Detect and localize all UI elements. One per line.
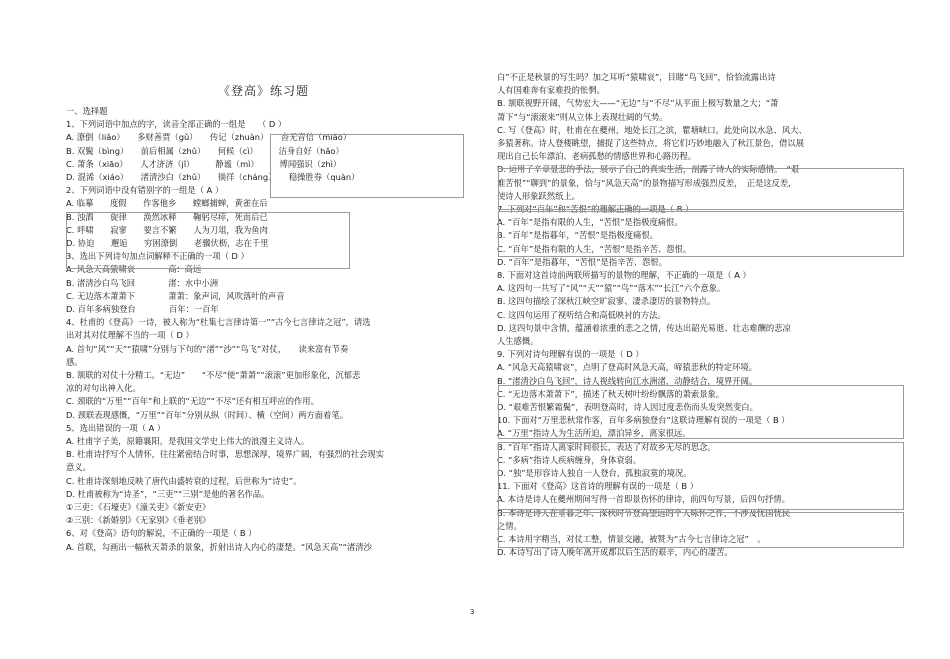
highlight-box: [270, 134, 464, 198]
text-line: A. “百年”是指有限的人生，“苦恨”是指极度痛恨。: [497, 217, 683, 228]
text-line: 人有国难奔有家难投的怅惘。: [497, 85, 605, 96]
text-line: D. 协迫 邂逅 穷困潦倒 老骥伏枥，志在千里: [66, 238, 269, 248]
text-line: B. 浊酒 旋律 涣然冰释 鞠躬尽瘁，死而后已: [66, 211, 268, 222]
text-line: D. 这四句景中含情，蕴涵着浓重的悲之之情，传达出韶光易逝、壮志难酬的悲凉: [497, 322, 791, 333]
text-line: B. “百年”是指暮年，“苦恨”是指极度痛恨。: [497, 230, 658, 241]
page-title: 《登高》练习题: [218, 84, 310, 98]
text-line: 难苦恨”“聊到”的景象，恰与“风急天高”的景物描写形成强烈反差， 正是这反差，: [497, 177, 797, 188]
text-line: 感。: [66, 356, 83, 367]
text-line: 白”不正是秋景的写生吗？加之耳听“猿啸哀”，目睹“鸟飞回”，恰恰流露出诗: [497, 72, 776, 82]
text-line: C. 呼啸 寂寥 要言不繁 人为刀俎，我为鱼肉: [66, 224, 268, 235]
text-line: 3、选出下列诗句加点词解释不正确的一项（ D ）: [66, 251, 249, 262]
highlight-box: [498, 211, 904, 257]
text-line: B. 本诗是诗人在垂暮之年、深秋时节登高望远的个人咏怀之作，不涉及忧国忧民: [497, 507, 791, 518]
text-line: D. “独”是形容诗人独自一人登台，孤独寂寞的境况。: [497, 468, 692, 478]
page-number: 3: [470, 608, 475, 616]
text-line: B. 杜甫诗抒写个人情怀，往往紧密结合时事，思想深厚，境界广阔，有强烈的社会现实: [66, 449, 384, 460]
text-line: D. “百年”是指暮年，“苦恨”是指辛苦、怨恨。: [497, 256, 667, 267]
highlight-box: [66, 212, 350, 269]
text-line: A. 临摹 度假 作客他乡 螳螂捕蝉，黄雀在后: [66, 198, 268, 209]
text-line: B. “百年”指诗人离家时间很长，表达了对故乡无尽的思念。: [497, 441, 716, 452]
text-line: 6、对《登高》语句的解说，不正确的一项是（ B ）: [66, 528, 257, 539]
text-line: A. 潦倒（liǎo） 多财善贾（gǔ） 传记（zhuàn） 杳无音信（miǎo）: [66, 132, 352, 143]
highlight-box: [498, 512, 904, 548]
text-line: C. “百年”是指有限的人生，“苦恨”是指辛苦、怨恨。: [497, 243, 692, 254]
text-line: 凉的对句出神入化。: [66, 383, 141, 394]
text-line: A. “万里”指诗人为生活所迫，漂泊异乡，离家很远。: [497, 428, 691, 439]
text-line: 4、杜甫的《登高》一诗，被人称为“杜集七言律诗第一”“古今七言律诗之冠”，请选: [66, 317, 371, 328]
text-line: A. 风急天高猿啸哀 高：高远: [66, 264, 202, 275]
text-line: B. 这四句描绘了深秋江峡空旷寂寥、凄杀凄厉的景物特点。: [497, 296, 716, 307]
text-line: C. 无边落木萧萧下 萧萧：象声词，风吹落叶的声音: [66, 290, 285, 301]
text-line: 现出自己长年漂泊、老病孤愁的情感世界和心路历程。: [497, 151, 697, 162]
text-line: A. 首句“风”“天”“猿啸”分别与下句的“渚”“沙”“鸟飞”对仗， 读来富有节奏: [66, 343, 349, 354]
text-line: 多猿著称。诗人登楼眺望，捕捉了这些特点，将它们巧妙地融入了秋江景色，借以展: [497, 138, 804, 148]
text-line: C. 杜甫诗深刻地反映了唐代由盛转衰的过程，后世称为“诗史”。: [66, 475, 302, 486]
text-line: C. 本诗用字精当，对仗工整，情景交融，被赞为“古今七言律诗之冠” 。: [497, 534, 766, 544]
text-line: A. 杜甫字子美，原籍襄阳，是我国文学史上伟大的浪漫主义诗人。: [66, 436, 310, 446]
text-line: 5、选出错误的一项（ A ）: [66, 422, 166, 433]
text-line: 使诗人形象跃然纸上。: [497, 190, 580, 201]
text-line: D. 混浠（xiáo） 渚清沙白（zhǔ） 徜徉（cháng） 稳操胜券（quàn）: [66, 172, 360, 182]
text-line: C. “多病”指诗人疾病缠身，身体衰弱。: [497, 454, 642, 465]
text-line: 9. 下列对诗句理解有误的一项是（ D ）: [497, 349, 644, 360]
highlight-box: [498, 168, 904, 210]
text-line: 一、选择题: [66, 106, 108, 116]
text-line: ②三别：《新婚别》《无家别》《垂老别》: [66, 515, 211, 526]
text-line: B. 渚清沙白鸟飞回 渚：水中小洲: [66, 277, 219, 288]
text-line: A. “风急天高猿啸哀”，点明了登高时风急天高，啼猿悲秋的特定环境。: [497, 362, 758, 373]
text-line: 8. 下面对这首诗前两联所描写的景物的理解，不正确的一项是（ A ）: [497, 270, 751, 280]
text-line: B. 颔联视野开阔，气势宏大——“无边”与“不尽”从平面上极写数量之大；“萧: [497, 98, 779, 109]
text-line: D. 颈联表现感慨，“万里”“百年”分别从纵（时间）、横（空间）两方面着笔。: [66, 409, 348, 420]
text-line: 10. 下面对“万里悲秋常作客，百年多病独登台”这联诗理解有误的一项是（ B ）: [497, 415, 790, 426]
text-line: 萧下”与“滚滚来”则从立体上表现壮阔的气势。: [497, 111, 668, 122]
text-line: A. 这四句一共写了“风”“天”“猿”“鸟”“落木”“长江”六个意象。: [497, 283, 726, 294]
text-line: C. 颈联的“万里”“百年”和上联的“无边”“不尽”还有相互呼应的作用。: [66, 396, 319, 407]
text-line: 2、下列词语中没有错别字的一组是（ A ）: [66, 185, 224, 196]
text-line: B. 颔联的对仗十分精工。“无边” “不尽”使“萧萧”“滚滚”更加形象化，沉郁悲: [66, 370, 361, 380]
text-line: D. 百年多病独登台 百年：一百年: [66, 304, 219, 314]
text-line: A. 本诗是诗人在夔州期间写得一首即景伤怀的律诗，前四句写景，后四句抒情。: [497, 494, 790, 505]
text-line: 7. 下列对“百年”和“苦恨”的理解正确的一项是（ B ）: [497, 204, 694, 214]
text-line: 出对其对仗理解不当的一项（ D ）: [66, 330, 194, 341]
text-line: D. “艰难苦恨繁霜鬓”，表明登高时，诗人因过度悲伤而头发突然变白。: [497, 402, 758, 412]
text-line: D. 运用了辛章显悲的手法，展示了自己的真实生活，剖露了诗人的实际感情。 “艰: [497, 164, 800, 175]
text-line: C. 萧条（xiāo） 人才济济（jǐ） 静谧（mì） 博闻强识（zhì）: [66, 158, 342, 169]
text-line: D. 本诗写出了诗人晚年离开成都以后生活的艰辛，内心的凄苦。: [497, 547, 733, 558]
text-line: C. “无边落木萧萧下”，描述了秋天树叶纷纷飘落的萧索景象。: [497, 388, 725, 399]
text-line: B. “渚清沙白鸟飞回”，诗人视线转向江水洲渚，动静结合，境界开阔。: [497, 375, 758, 386]
text-line: 意义。: [66, 462, 91, 473]
text-line: ①三吏：《石壕吏》《潼关吏》《新安吏》: [66, 502, 211, 512]
text-line: 人生感慨。: [497, 336, 539, 346]
text-line: D. 杜甫被称为“诗圣”，“三吏”“三别”是他的著名作品。: [66, 488, 270, 499]
text-line: B. 双鬓（bìng） 前后相属（zhǔ） 何候（cì） 洁身自好（hǎo）: [66, 145, 344, 156]
text-line: C. 这四句运用了视听结合和高低映衬的方法。: [497, 309, 666, 320]
text-line: 之情。: [497, 520, 522, 531]
highlight-box: [498, 442, 904, 510]
text-line: A. 首联，勾画出一幅秋天萧杀的景象，折射出诗人内心的凄楚。“风急天高”“渚清沙: [66, 541, 372, 552]
text-line: C. 写《登高》时，杜甫在在夔州，地处长江之滨，瞿塘峡口。此处向以水急、风大、: [497, 124, 807, 135]
text-line: 1、下列词语中加点的字，读音全部正确的一组是 （ D ）: [66, 119, 287, 130]
highlight-box: [498, 385, 904, 439]
text-line: 11. 下面对《登高》这首诗的理解有误的一项是（ B ）: [497, 481, 699, 492]
